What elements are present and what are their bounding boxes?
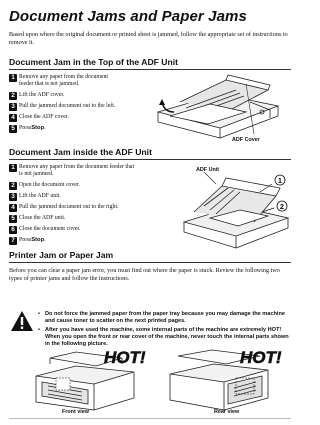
step-item: 3 Lift the ADF unit. [9, 193, 61, 201]
step-item: 2 Lift the ADF cover. [9, 92, 64, 100]
warning-item: • After you have used the machine, some internal parts of the machine are extremely HOT! When you open the front or rear cover of the machine, never touch the internal parts shown in the following picture. [38, 327, 289, 347]
step-item: 7 Press Stop . [9, 237, 46, 245]
section-heading-adf-inside: Document Jam inside the ADF Unit [9, 147, 152, 157]
step-item: 1 Remove any paper from the document feeder that is not jammed. [9, 74, 121, 88]
svg-text:2: 2 [280, 204, 284, 211]
section-heading-adf-top: Document Jam in the Top of the ADF Unit [9, 57, 179, 67]
step-item: 4 Pull the jammed document out to the right. [9, 204, 119, 212]
intro-text: Based upon where the original document or printed sheet is jammed, follow the appropriate set of instructions to remove it. [9, 31, 288, 46]
step-item: 2 Open the document cover. [9, 182, 80, 190]
warning-item: • Do not force the jammed paper from the paper tray because you may damage the machine and cause toner to scatter on the next printed pages. [38, 311, 285, 324]
figure-caption: ADF Cover [232, 137, 260, 143]
section-rule [9, 159, 291, 160]
figure-caption: Front view [62, 409, 89, 415]
adf-cover-illustration [150, 72, 292, 146]
adf-unit-illustration [180, 166, 292, 250]
step-item: 4 Close the ADF cover. [9, 114, 69, 122]
warning-icon [10, 310, 34, 332]
figure-caption: Rear view [214, 409, 240, 415]
step-item: 5 Press Stop . [9, 125, 46, 133]
hot-warning-label: HOT! [104, 348, 146, 367]
step-item: 1 Remove any paper from the document feeder that is not jammed. [9, 164, 135, 178]
svg-text:1: 1 [278, 178, 282, 185]
section-intro: Before you can clear a paper jam error, you must find out where the paper is stuck. Review the following two types of printer jams and follow the instructions. [9, 267, 280, 282]
warning-box [38, 311, 290, 350]
step-item: 3 Pull the jammed document out to the left. [9, 103, 115, 111]
figure-caption: ADF Unit [196, 167, 220, 173]
section-rule [9, 262, 291, 263]
section-heading-printer-jam: Printer Jam or Paper Jam [9, 250, 114, 260]
page-bottom-rule [9, 418, 291, 419]
section-rule [9, 69, 291, 70]
step-item: 6 Close the document cover. [9, 226, 81, 234]
page-title: Document Jams and Paper Jams [9, 8, 247, 25]
step-item: 5 Close the ADF unit. [9, 215, 65, 223]
hot-warning-label: HOT! [240, 348, 282, 367]
